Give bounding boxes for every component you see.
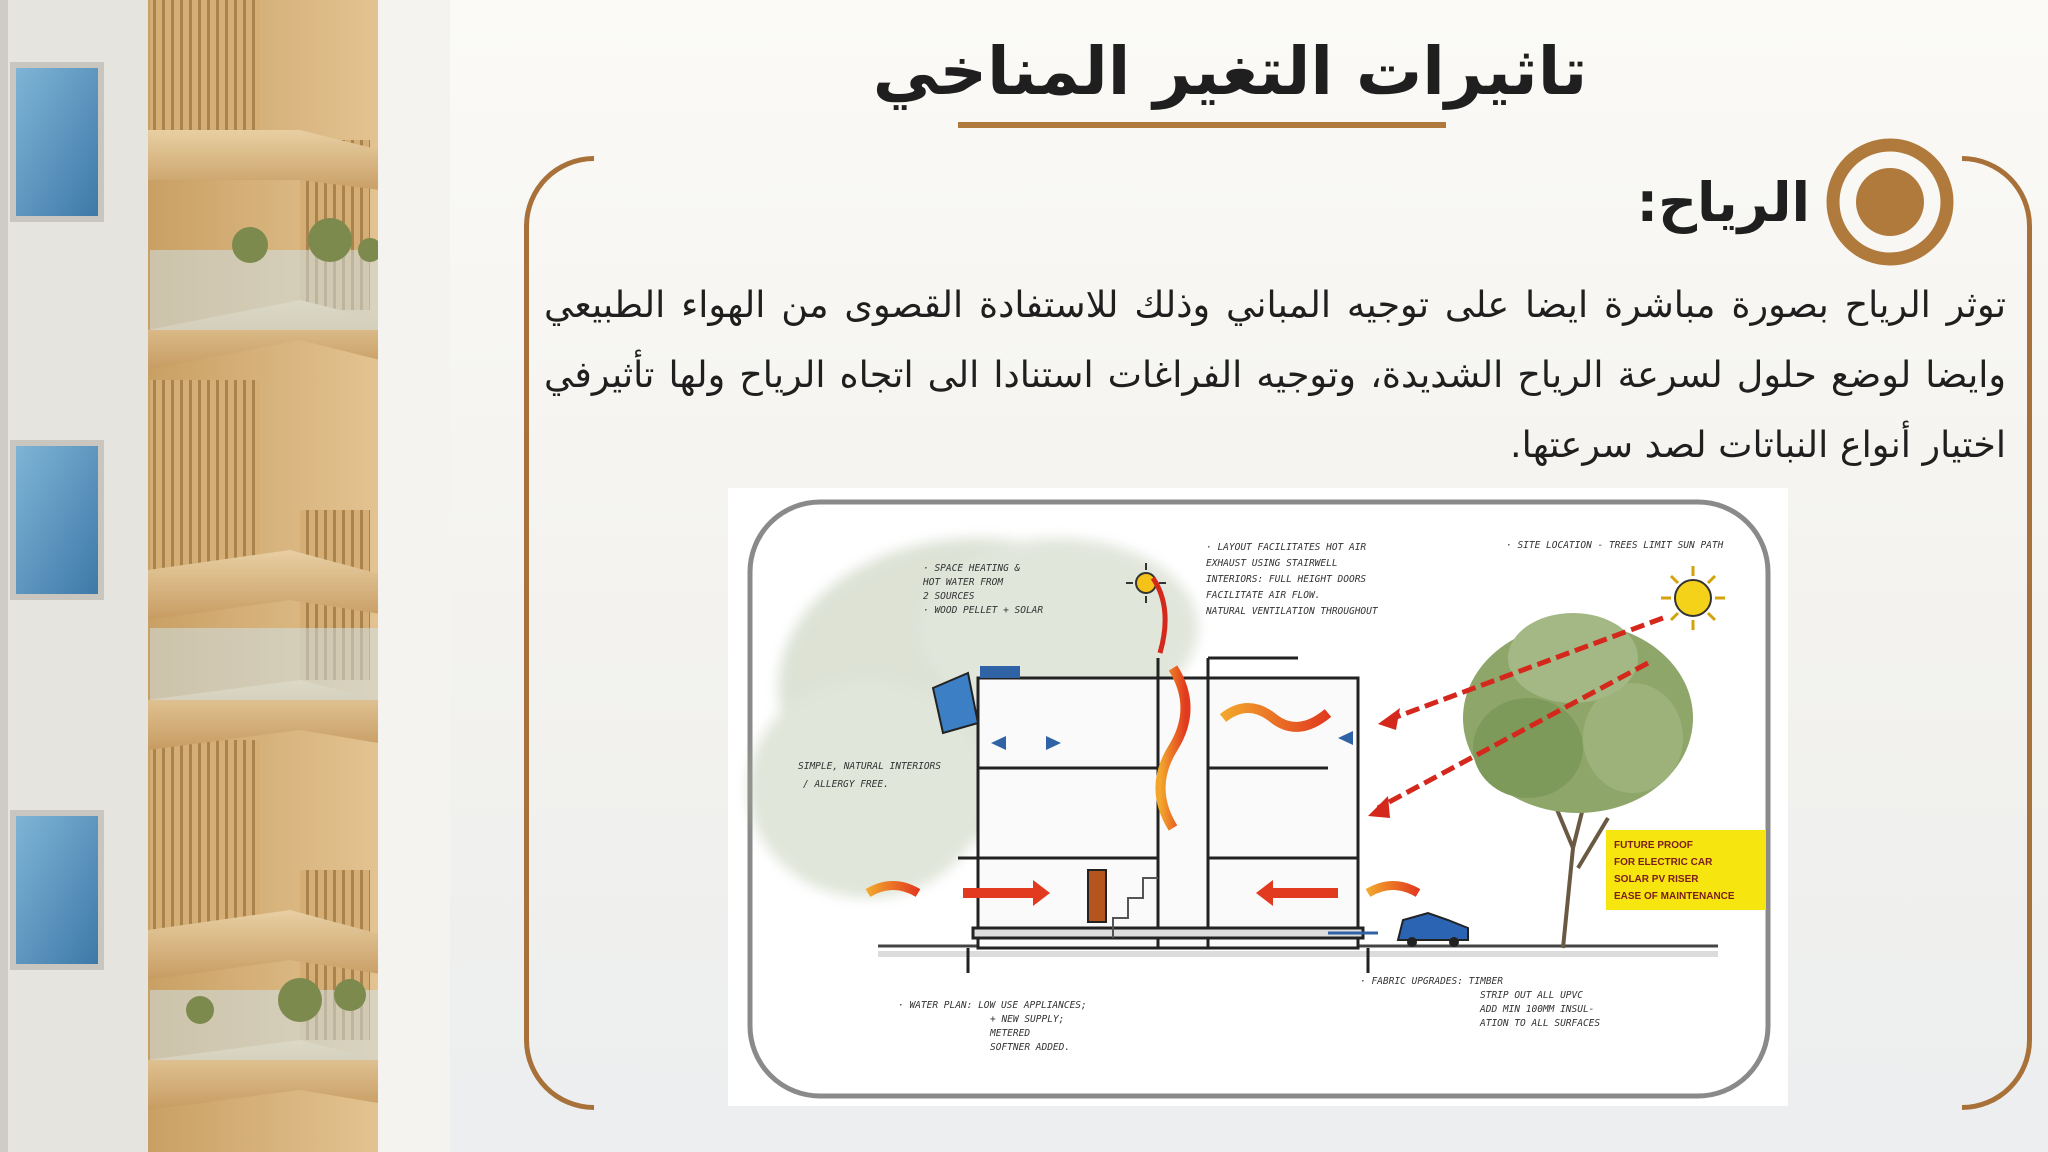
- svg-text:· SITE LOCATION - TREES LIMIT: · SITE LOCATION - TREES LIMIT SUN PATH: [1506, 540, 1724, 551]
- building-facade-image: [0, 0, 450, 1152]
- svg-text:NATURAL VENTILATION THROUGHOUT: NATURAL VENTILATION THROUGHOUT: [1206, 606, 1378, 617]
- svg-text:FOR ELECTRIC CAR: FOR ELECTRIC CAR: [1614, 857, 1713, 868]
- svg-text:· WATER PLAN: LOW USE APPLIANC: · WATER PLAN: LOW USE APPLIANCES;: [898, 1000, 1087, 1011]
- svg-text:SOFTNER ADDED.: SOFTNER ADDED.: [990, 1042, 1071, 1053]
- svg-text:· FABRIC UPGRADES: TIMBER: · FABRIC UPGRADES: TIMBER: [1360, 976, 1503, 987]
- svg-text:/ ALLERGY FREE.: / ALLERGY FREE.: [803, 779, 889, 790]
- svg-text:EXHAUST USING STAIRWELL: EXHAUST USING STAIRWELL: [1206, 558, 1338, 569]
- section-heading: الرياح:: [1636, 171, 1810, 234]
- svg-text:METERED: METERED: [990, 1028, 1031, 1039]
- target-circle-icon: [1826, 138, 1954, 266]
- svg-text:2 SOURCES: 2 SOURCES: [923, 591, 975, 602]
- svg-text:· LAYOUT FACILITATES HOT AIR: · LAYOUT FACILITATES HOT AIR: [1206, 542, 1367, 553]
- note-site-location: [1506, 540, 1724, 551]
- heater-tank: [1088, 870, 1106, 922]
- title-underline: [958, 122, 1446, 128]
- svg-text:FACILITATE AIR FLOW.: FACILITATE AIR FLOW.: [1206, 590, 1321, 601]
- svg-text:HOT WATER FROM: HOT WATER FROM: [923, 577, 1004, 588]
- svg-text:STRIP OUT ALL UPVC: STRIP OUT ALL UPVC: [1480, 990, 1583, 1001]
- slide-title: تاثيرات التغير المناخي: [872, 33, 1588, 110]
- svg-text:· SPACE HEATING &: · SPACE HEATING &: [923, 563, 1021, 574]
- svg-text:INTERIORS: FULL HEIGHT DOORS: INTERIORS: FULL HEIGHT DOORS: [1206, 574, 1367, 585]
- window-panels: [10, 62, 104, 970]
- svg-text:FUTURE PROOF: FUTURE PROOF: [1614, 840, 1693, 851]
- svg-text:ATION TO ALL SURFACES: ATION TO ALL SURFACES: [1480, 1018, 1601, 1029]
- body-paragraph: توثر الرياح بصورة مباشرة ايضا على توجيه المباني وذلك للاستفادة القصوى من الهواء الطبيعي وايضا لوضع حلول لسرعة الرياح الشديدة، وتوجيه الفراغات استنادا الى اتجاه الرياح ولها تأثيرفي اختيار أنواع النباتات لصد سرعتها.: [544, 283, 2006, 466]
- svg-text:SOLAR PV RISER: SOLAR PV RISER: [1614, 874, 1699, 885]
- sustainable-house-diagram: [728, 488, 1788, 1106]
- svg-text:+ NEW SUPPLY;: + NEW SUPPLY;: [990, 1014, 1065, 1025]
- svg-text:EASE OF MAINTENANCE: EASE OF MAINTENANCE: [1614, 891, 1735, 902]
- svg-text:· WOOD PELLET + SOLAR: · WOOD PELLET + SOLAR: [923, 605, 1044, 616]
- svg-text:SIMPLE, NATURAL INTERIORS: SIMPLE, NATURAL INTERIORS: [798, 761, 941, 772]
- note-future-proof: [1606, 830, 1766, 910]
- svg-text:ADD MIN 100MM INSUL-: ADD MIN 100MM INSUL-: [1480, 1004, 1595, 1015]
